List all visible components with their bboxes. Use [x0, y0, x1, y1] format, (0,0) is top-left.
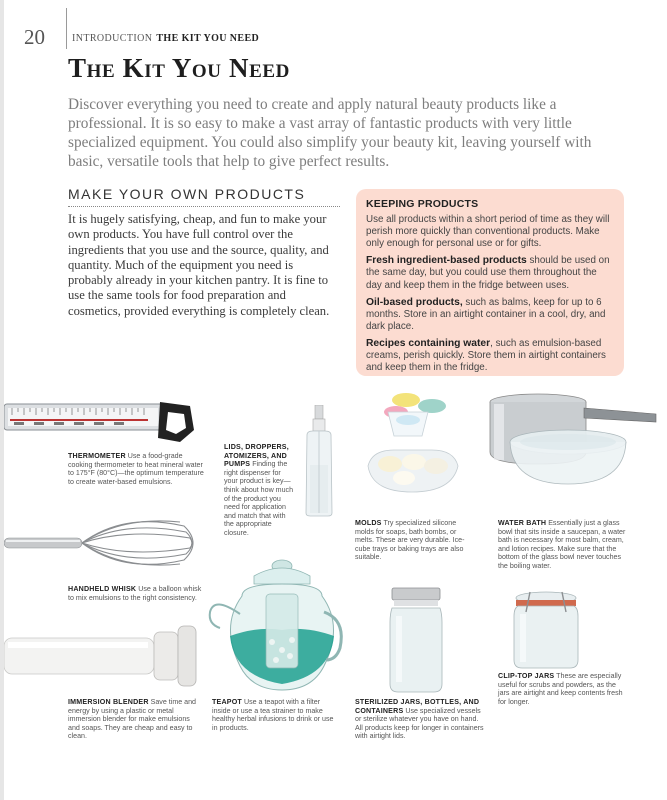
- spray-bottle-image: [296, 405, 342, 517]
- molds-caption: MOLDS Try specialized silicone molds for soaps, bath bombs, or melts. These are very durable. Ice-cube trays or baking trays are also suitable.: [355, 519, 465, 562]
- clip-top-caption: CLIP-TOP JARS These are especially useful for scrubs and powders, as the jars are airtight and keep contents fresh for longer.: [498, 672, 623, 706]
- mason-jar-image: [386, 586, 446, 694]
- make-products-body: It is hugely satisfying, cheap, and fun to make your own products. You have full control over the ingredients that you use and the source, quality, and quantity. Much of the equipment you need is probably already in your kitchen pantry. It is fine to use the same tools for food preparation and cosmetics, provided everything is completely clean.: [68, 212, 330, 318]
- thermometer-image: [4, 398, 200, 446]
- lids-caption: LIDS, DROPPERS, ATOMIZERS, AND PUMPS Finding the right dispenser for your product is key—think about how much of the product you need for application and match that with the appropriate closure.: [224, 443, 294, 537]
- teapot-caption: TEAPOT Use a teapot with a filter inside or use a tea strainer to make healthy herbal infusions to drink or use in products.: [212, 698, 334, 732]
- water-bath-image: [486, 392, 658, 510]
- whisk-caption: HANDHELD WHISK Use a balloon whisk to mix emulsions to the right consistency.: [68, 585, 202, 602]
- page-title: The Kit You Need: [68, 53, 290, 83]
- running-header: [72, 33, 259, 44]
- page-number: 20: [24, 25, 45, 49]
- teapot-image: [206, 556, 346, 696]
- section-name: INTRODUCTION: [72, 33, 153, 44]
- immersion-blender-image: [4, 624, 204, 688]
- intro-paragraph: Discover everything you need to create and apply natural beauty products like a professional. It is so easy to make a vast array of fantastic products with very little specialized equipment. You could also simplify your beauty kit, leaving yourself with basic, versatile tools that help to give perfect results.: [68, 96, 592, 170]
- keeping-item-water: Recipes containing water, such as emulsion-based creams, perish quickly. Store them in airtight containers and keep them in the fridge.: [366, 337, 606, 374]
- keeping-intro: Use all products within a short period of time as they will perish more quickly than conventional products. Make only enough for personal use or for gifts.: [366, 214, 610, 250]
- keeping-heading: KEEPING PRODUCTS: [366, 198, 479, 210]
- jars-caption: STERILIZED JARS, BOTTLES, AND CONTAINERS Use specialized vessels or sterilize whatever you have on hand. All products keep for longer in containers with airtight lids.: [355, 698, 484, 741]
- whisk-image: [4, 512, 204, 574]
- section-title: THE KIT YOU NEED: [156, 33, 260, 44]
- keeping-item-fresh: Fresh ingredient-based products should be used on the same day, but you could use them throughout the day and keep them in the fridge between uses.: [366, 255, 610, 291]
- water-bath-caption: WATER BATH Essentially just a glass bowl that sits inside a saucepan, a water bath is necessary for most balm, cream, and lotion recipes. Make sure that the bottom of the glass bowl never touches the boiling water.: [498, 519, 626, 570]
- make-products-heading: MAKE YOUR OWN PRODUCTS: [68, 186, 340, 207]
- keeping-products-box: [356, 189, 624, 376]
- thermometer-caption: THERMOMETER Use a food-grade cooking thermometer to heat mineral water to 175°F (80°C)—the optimum temperature to create water-based emulsions.: [68, 452, 204, 486]
- keeping-item-oil: Oil-based products, such as balms, keep for up to 6 months. Store in an airtight container in a cool, dry, and dark place.: [366, 296, 606, 332]
- blender-caption: IMMERSION BLENDER Save time and energy by using a plastic or metal immersion blender for make emulsions and soaps. They are cheap and easy to clean.: [68, 698, 196, 741]
- clip-top-jar-image: [508, 590, 584, 670]
- silicone-molds-image: [362, 392, 462, 498]
- header-divider: [66, 8, 67, 49]
